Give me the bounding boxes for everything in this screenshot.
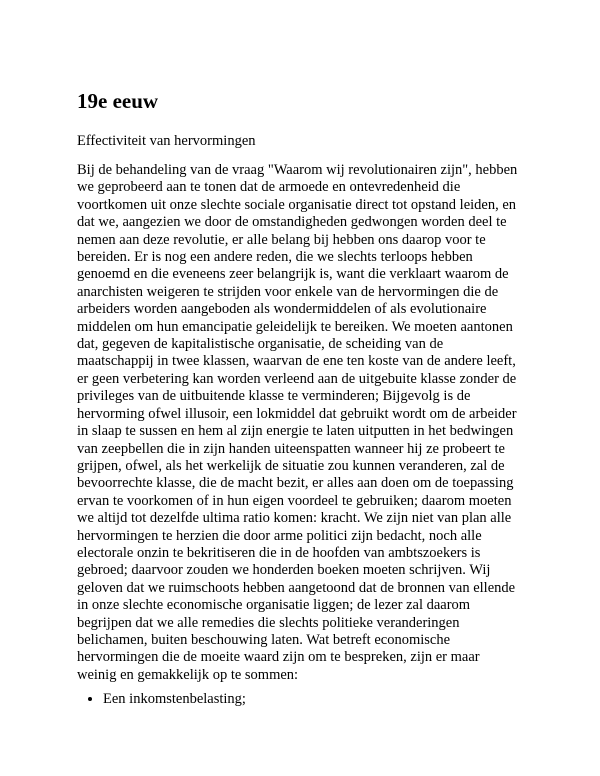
paragraph-line: maatschappij in twee klassen, waarvan de ene ten koste van de andere leeft, [77, 353, 516, 370]
paragraph-line: in onze slechte economische organisatie liggen; de lezer zal daarom [77, 597, 471, 614]
bullet-list [77, 690, 246, 708]
section-subtitle: Effectiviteit van hervormingen [77, 133, 256, 149]
paragraph-line: hervormingen die de moeite waard zijn om te bespreken, zijn er maar [77, 649, 480, 666]
list-item: • Een inkomstenbelasting; [103, 690, 246, 708]
paragraph-line: voortkomen uit onze slechte sociale organisatie direct tot opstand leiden, en [77, 196, 517, 213]
paragraph-line: bevoorrechte klasse, die de macht bezit, er alles aan doen om de toepassing [77, 475, 514, 492]
paragraph-line: geloven dat we ruimschoots hebben aangetoond dat de bronnen van ellende [77, 579, 516, 596]
paragraph-line: grijpen, ofwel, als het werkelijk de situatie zou kunnen veranderen, zal de [77, 457, 505, 474]
paragraph-line: van zeepbellen die in zijn handen uiteenspatten wanneer hij ze probeert te [77, 440, 505, 457]
paragraph-line: gebroed; daarvoor zouden we honderden boeken moeten schrijven. Wij [77, 562, 491, 579]
paragraph-line: hervorming ofwel illusoir, een lokmiddel dat gebruikt wordt om de arbeider [77, 405, 517, 422]
paragraph-line: Bij de behandeling van de vraag "Waarom wij revolutionairen zijn", hebben [77, 162, 518, 178]
paragraph-line: er geen verbetering kan worden verleend aan de uitgebuite klasse zonder de [77, 370, 517, 387]
paragraph-line: genoemd en die eveneens zeer belangrijk is, want die verklaart waarom de [77, 266, 509, 283]
paragraph-line: begrijpen dat we alle remedies die slechts politieke veranderingen [77, 614, 460, 631]
paragraph-line: dat, gegeven de kapitalistische organisatie, de scheiding van de [77, 336, 444, 353]
page-title: 19e eeuw [77, 89, 159, 113]
paragraph-line: bereiden. Er is nog een andere reden, die we slechts terloops hebben [77, 249, 473, 266]
paragraph-line: belichamen, buiten beschouwing laten. Wat betreft economische [77, 631, 451, 648]
paragraph-line: middelen om hun emancipatie geleidelijk te bereiken. We moeten aantonen [77, 318, 513, 335]
paragraph-line: dat we, aangezien we door de omstandigheden gedwongen worden deel te [77, 214, 507, 231]
paragraph-line: nemen aan deze revolutie, er alle belang bij hebben ons daarop voor te [77, 231, 486, 248]
paragraph-line: anarchisten weigeren te strijden voor enkele van de hervormingen die de [77, 283, 499, 300]
paragraph-line: privileges van de uitbuitende klasse te verminderen; Bijgevolg is de [77, 388, 471, 405]
paragraph-line: electorale onzin te bekritiseren die in de hoofden van ambtszoekers is [77, 544, 481, 561]
paragraph-line: arbeiders worden aangeboden als wondermiddelen of als evolutionaire [77, 301, 487, 318]
body-paragraph [77, 162, 537, 684]
paragraph-line: in slaap te sussen en hem al zijn energie te laten uitputten in het bedwingen [77, 423, 514, 440]
paragraph-line: we geprobeerd aan te tonen dat de armoede en ontevredenheid die [77, 179, 461, 196]
paragraph-line: weinig en gemakkelijk op te sommen: [77, 666, 299, 683]
paragraph-line: ervan te voorkomen of in hun eigen voordeel te gebruiken; daarom moeten [77, 492, 512, 509]
paragraph-line: hervormingen te herzien die door arme politici zijn bedacht, noch alle [77, 527, 482, 544]
paragraph-line: we altijd tot dezelfde ultima ratio komen: kracht. We zijn niet van plan alle [77, 510, 512, 527]
